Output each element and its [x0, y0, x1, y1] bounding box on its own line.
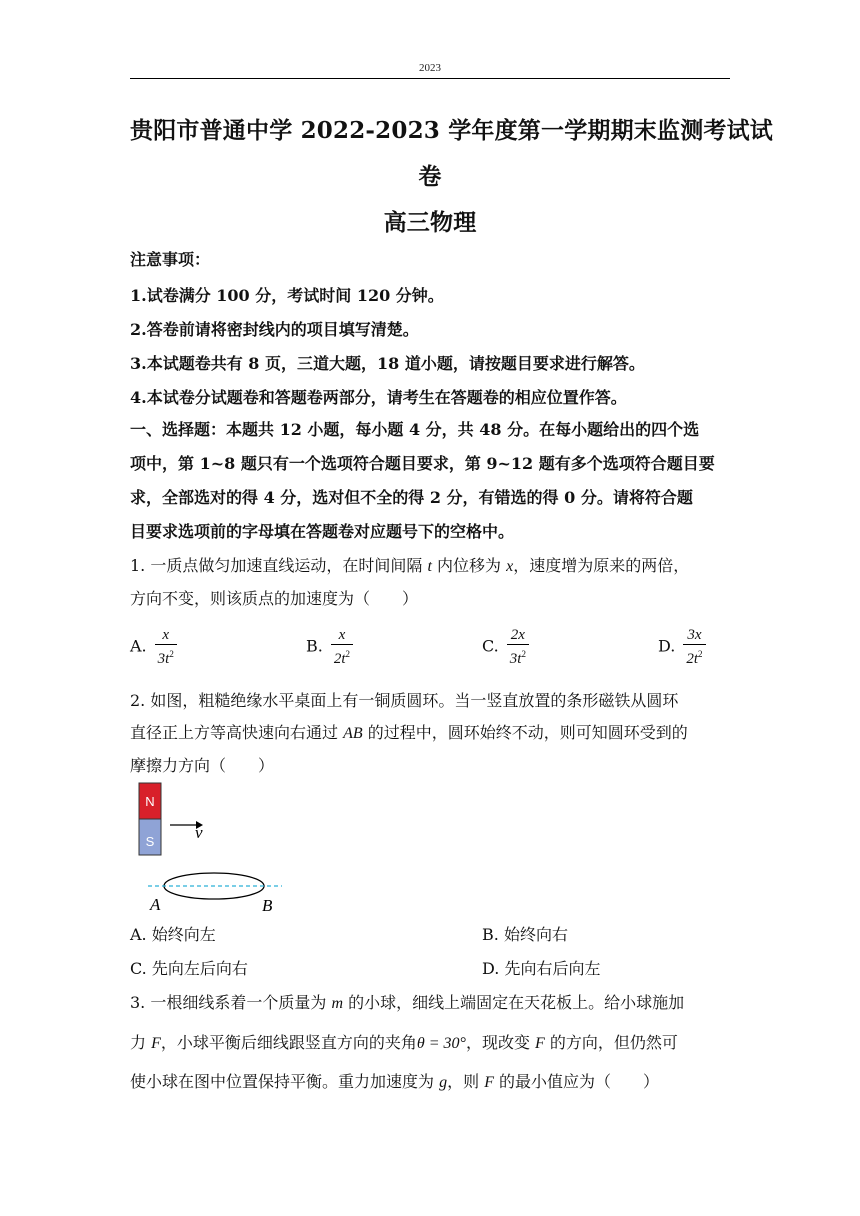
option-text: 先向右后向左 [504, 959, 601, 978]
option-fraction [331, 626, 353, 668]
denominator-base: 3t [157, 651, 170, 667]
q1-stem-line-1 [130, 553, 730, 576]
q3-text-f: 的方向，但仍然可 [544, 1033, 678, 1052]
option-label: D. [658, 636, 676, 656]
q2-magnet-ring-figure [130, 778, 300, 914]
velocity-label: v [195, 823, 203, 842]
magnet-n-label: N [145, 794, 155, 809]
q2-stem-line-2 [130, 720, 730, 743]
q2-stem-line-1: 2. 如图，粗糙绝缘水平桌面上有一铜质圆环。当一竖直放置的条形磁铁从圆环 [130, 691, 679, 710]
point-b-label: B [262, 896, 273, 914]
notice-item-2: 2.答卷前请将密封线内的项目填写清楚。 [130, 320, 419, 339]
q1-option-a[interactable] [130, 626, 177, 668]
notice-item-3: 3.本试题卷共有 8 页，三道大题，18 道小题，请按题目要求进行解答。 [130, 354, 645, 373]
fraction-numerator: 2x [510, 627, 525, 643]
q1-text-c: ，速度增为原来的两倍， [513, 556, 690, 575]
denominator-base: 2t [333, 651, 346, 667]
option-text: 先向左后向右 [151, 959, 248, 978]
q3-stem-line-3 [130, 1069, 730, 1092]
q1-option-d[interactable] [658, 626, 706, 668]
q3-angle-expression: θ = 30° [416, 1035, 466, 1052]
q3-text-g: 使小球在图中位置保持平衡。重力加速度为 [130, 1072, 440, 1091]
q3-var-f: F [535, 1035, 545, 1052]
fraction-numerator: 3x [687, 627, 702, 643]
q1-var-x: x [506, 558, 514, 575]
magnet-s-label: S [145, 834, 155, 849]
notice-heading: 注意事项： [130, 250, 211, 269]
option-text: 始终向右 [503, 925, 568, 944]
header-year: 2023 [419, 62, 441, 74]
fraction-numerator: x [338, 627, 346, 643]
option-fraction [683, 626, 705, 668]
q3-text-b: 的小球，细线上端固定在天花板上。给小球施加 [343, 993, 685, 1012]
q2-stem-line-3: 摩擦力方向（ ） [130, 756, 275, 775]
denominator-base: 3t [509, 651, 522, 667]
option-label: D. [482, 959, 500, 978]
q1-var-t: t [427, 558, 432, 575]
q3-var-f: F [151, 1035, 161, 1052]
q3-stem-line-2 [130, 1030, 730, 1053]
option-label: A. [130, 925, 147, 944]
q1-stem-line-2: 方向不变，则该质点的加速度为（ ） [130, 589, 419, 608]
option-label: B. [306, 636, 323, 656]
q3-var-g: g [439, 1074, 448, 1091]
option-label: A. [130, 636, 147, 656]
denominator-exponent: 2 [169, 649, 174, 659]
q2-text-b: 的过程中，圆环始终不动，则可知圆环受到的 [362, 723, 688, 742]
option-fraction [507, 626, 529, 668]
fraction-denominator [507, 644, 529, 668]
section1-line-1: 一、选择题：本题共 12 小题，每小题 4 分，共 48 分。在每小题给出的四个选 [130, 420, 700, 439]
denominator-exponent: 2 [345, 649, 351, 659]
exam-title-line2: 卷 [418, 163, 442, 190]
denominator-exponent: 2 [521, 649, 526, 659]
option-text: 始终向左 [151, 925, 216, 944]
option-label: B. [482, 925, 499, 944]
fraction-denominator [683, 644, 705, 668]
q3-text-d: ，小球平衡后细线跟竖直方向的夹角 [160, 1033, 417, 1052]
q2-text-a: 直径正上方等高快速向右通过 [130, 723, 344, 742]
q1-option-b[interactable] [306, 626, 353, 668]
q2-option-c[interactable] [130, 956, 248, 979]
denominator-base: 2t [686, 651, 699, 667]
exam-title-line1: 贵阳市普通中学 2022-2023 学年度第一学期期末监测考试试 [130, 117, 773, 144]
exam-subject-title: 高三物理 [383, 209, 477, 236]
q2-var-ab: AB [343, 725, 363, 742]
section1-line-4: 目要求选项前的字母填在答题卷对应题号下的空格中。 [130, 522, 515, 541]
notice-item-1: 1.试卷满分 100 分，考试时间 120 分钟。 [130, 286, 444, 305]
section1-line-3: 求，全部选对的得 4 分，选对但不全的得 2 分，有错选的得 0 分。请将符合题 [130, 488, 693, 507]
q2-option-a[interactable] [130, 922, 216, 945]
q1-text-b: 内位移为 [431, 556, 507, 575]
q2-option-d[interactable] [482, 956, 600, 979]
q2-option-b[interactable] [482, 922, 568, 945]
fraction-denominator [155, 644, 177, 668]
q3-var-f: F [484, 1074, 494, 1091]
option-label: C. [482, 636, 499, 656]
denominator-exponent: 2 [698, 649, 703, 659]
q1-option-c[interactable] [482, 626, 529, 668]
q3-var-m: m [331, 995, 344, 1012]
fraction-denominator [331, 644, 353, 668]
option-label: C. [130, 959, 147, 978]
option-fraction [155, 626, 177, 668]
q3-text-i: 的最小值应为（ ） [493, 1072, 660, 1091]
q1-text-a: 1. 一质点做匀加速直线运动，在时间间隔 [130, 556, 428, 575]
notice-item-4: 4.本试卷分试题卷和答题卷两部分，请考生在答题卷的相应位置作答。 [130, 388, 627, 407]
q3-text-a: 3. 一根细线系着一个质量为 [130, 993, 332, 1012]
q3-stem-line-1 [130, 990, 730, 1013]
q3-text-e: ，现改变 [465, 1033, 536, 1052]
fraction-numerator: x [162, 627, 170, 643]
point-a-label: A [150, 895, 161, 914]
q3-text-h: ，则 [447, 1072, 485, 1091]
section1-line-2: 项中，第 1~8 题只有一个选项符合题目要求，第 9~12 题有多个选项符合题目要 [130, 454, 715, 473]
header-rule [130, 78, 730, 79]
q3-text-c: 力 [130, 1033, 152, 1052]
